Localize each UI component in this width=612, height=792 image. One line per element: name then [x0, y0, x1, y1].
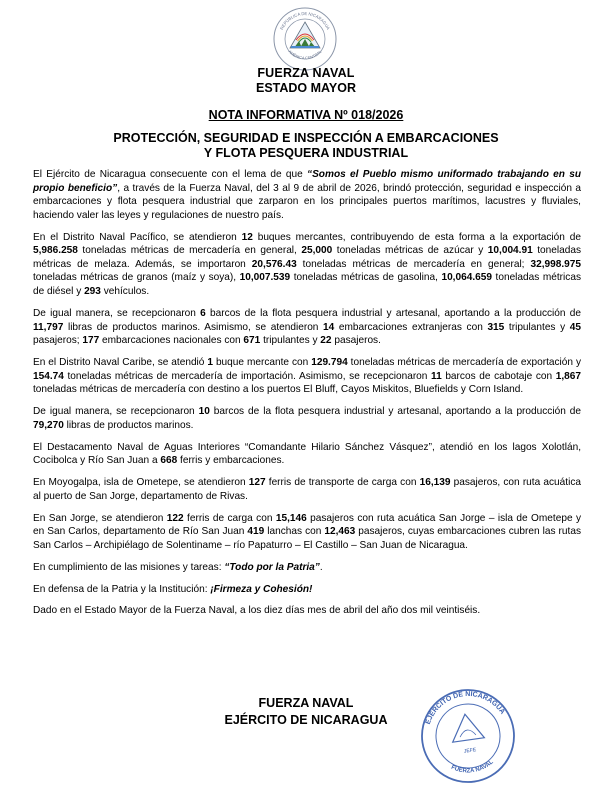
svg-text:REPÚBLICA DE NICARAGUA: REPÚBLICA DE NICARAGUA [279, 10, 331, 31]
paragraph-san-jorge: En San Jorge, se atendieron 122 ferris de carga con 15,146 pasajeros con ruta acuática San Jorge – isla de Ometepe y en San Carlos, departamento de Río San Juan 419 lanchas con 12,463 pasajeros, cuyas embarcaciones cubren las rutas San Carlos – Archipiélago de Solentiname – río Papaturro – El Castillo – San Juan de Nicaragua. [33, 512, 582, 551]
paragraph-pacific: En el Distrito Naval Pacífico, se atendieron 12 buques mercantes, contribuyendo de esta forma a la exportación de 5,986.258 toneladas métricas de mercadería en general, 25,000 toneladas métricas de azúcar y 10,004.91 toneladas métricas de melaza. Además, se importaron 20,576.43 toneladas métricas de mercadería en general; 32,998.975 toneladas métricas de granos (maíz y soya), 10,007.539 toneladas métricas de gasolina, 10,064.659 toneladas métricas de diésel y 293 vehículos. [33, 231, 582, 298]
paragraph-mission: En cumplimiento de las misiones y tareas: “Todo por la Patria”. [33, 561, 323, 573]
signature-line2: EJÉRCITO DE NICARAGUA [224, 713, 388, 727]
organization-name: FUERZA NAVAL [257, 66, 355, 80]
svg-text:JEFE: JEFE [463, 747, 477, 755]
paragraph-caribbean-fishing: De igual manera, se recepcionaron 10 barcos de la flota pesquera industrial y artesanal, aportando a la producción de 79,270 libras de productos marinos. [33, 406, 581, 431]
paragraph-dated: Dado en el Estado Mayor de la Fuerza Naval, a los diez días mes de abril del año dos mil veintiséis. [33, 605, 481, 617]
svg-text:FUERZA NAVAL: FUERZA NAVAL [450, 759, 495, 775]
paragraph-caribbean: En el Distrito Naval Caribe, se atendió 1 buque mercante con 129.794 toneladas métricas de mercadería de exportación y 154.74 toneladas métricas de mercadería de importación. Asimismo, se recepcionaron 11 barcos de cabotaje con 1,867 toneladas métricas de mercadería con destino a los puertos El Bluff, Cayos Miskitos, Bluefields y Corn Island. [33, 357, 582, 396]
motto-text: “Somos el Pueblo mismo uniformado trabajando en su propio beneficio” [33, 169, 581, 194]
document-title-line2: Y FLOTA PESQUERA INDUSTRIAL [203, 146, 409, 160]
paragraph-defense: En defensa de la Patria y la Institución: ¡Firmeza y Cohesión! [33, 583, 313, 595]
official-stamp-icon [416, 684, 520, 788]
paragraph-intro: El Ejército de Nicaragua consecuente con el lema de que “Somos el Pueblo mismo uniformado trabajando en su propio beneficio”, a través de la Fuerza Naval, del 3 al 9 de abril de 2026, brindó protección, seguridad e inspección a embarcaciones y flota pesquera industrial que zarparon en los principales puertos marítimos, lacustres y fluviales, haciendo valer las leyes y regulaciones de nuestro país. [33, 169, 581, 221]
paragraph-pacific-fishing: De igual manera, se recepcionaron 6 barcos de la flota pesquera industrial y artesanal, aportando a la producción de 11,797 libras de productos marinos. Asimismo, se atendieron 14 embarcaciones extranjeras con 315 tripulantes y 45 pasajeros; 177 embarcaciones nacionales con 671 tripulantes y 22 pasajeros. [33, 307, 582, 347]
document-title-line1: PROTECCIÓN, SEGURIDAD E INSPECCIÓN A EMBARCACIONES [113, 131, 499, 145]
svg-text:AMÉRICA CENTRAL: AMÉRICA CENTRAL [287, 48, 323, 61]
signature-line1: FUERZA NAVAL [258, 696, 354, 710]
document-number: NOTA INFORMATIVA Nº 018/2026 [208, 108, 404, 122]
document-body [33, 168, 581, 626]
nicaragua-coat-of-arms-icon [272, 6, 338, 72]
svg-text:EJÉRCITO DE NICARAGUA: EJÉRCITO DE NICARAGUA [424, 690, 506, 726]
paragraph-moyogalpa: En Moyogalpa, isla de Ometepe, se atendieron 127 ferris de transporte de carga con 16,139 pasajeros, con ruta acuática al puerto de San Jorge, departamento de Rivas. [33, 477, 581, 502]
paragraph-inland-waters: El Destacamento Naval de Aguas Interiores “Comandante Hilario Sánchez Vásquez”, atendió en los lagos Xolotlán, Cocibolca y Río San Juan a 668 ferris y embarcaciones. [33, 441, 581, 467]
organization-unit: ESTADO MAYOR [255, 81, 356, 95]
